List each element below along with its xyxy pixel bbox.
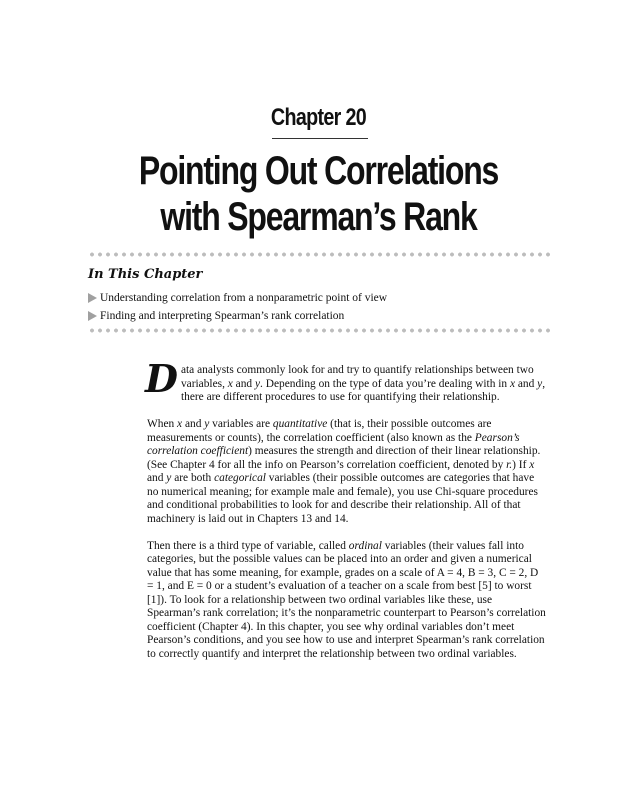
italic-term: y	[204, 418, 210, 430]
text-run: and	[147, 472, 167, 484]
italic-term: Pearson’s correlation coefficient	[147, 431, 520, 457]
dotted-divider-top	[88, 252, 554, 257]
italic-term: x	[227, 377, 233, 390]
triangle-bullet-icon	[88, 293, 97, 303]
text-run: ) measures the strength and direction of their linear relationship. (See Chapter 4 for all the info on Pearson’s correlation coefficient, denoted by	[147, 445, 541, 471]
list-item	[88, 289, 387, 307]
chapter-rule	[272, 138, 368, 139]
text-run: Then there is a third type of variable, called	[147, 539, 349, 552]
text-run: and	[232, 377, 255, 390]
italic-term: quantitative	[272, 418, 328, 430]
chapter-label: Chapter 20	[270, 104, 367, 131]
text-run: variables are	[209, 418, 273, 430]
triangle-bullet-icon	[88, 311, 97, 321]
drop-cap: D	[145, 356, 178, 401]
chapter-title-line-2: with Spearman’s Rank	[160, 195, 477, 239]
list-item	[88, 307, 387, 325]
text-run: variables (their possible outcomes are categories that have no numerical meaning; for example male and female), you use Chi-square procedures and conditional probabilities to look for and describe their relationship. All of that machinery is laid out in Chapters 13 and 14.	[147, 472, 538, 525]
italic-term: categorical	[214, 472, 266, 484]
text-run: variables (their values fall into categories, but the possible values can be placed into an order and given a numerical value that has some meaning, for example, grades on a scale of A = 4, B = 3, C = 2, D = 1, and E = 0 or a student’s evaluation of a teacher on a scale from best [5] to worst [1]). To look for a relationship between two ordinal variables like these, use Spearman’s rank correlation; it’s the nonparametric counterpart to Pearson’s correlation coefficient (Chapter 4). In this chapter, you see why ordinal variables don’t meet Pearson’s conditions, and you see how to use and interpret Spearman’s rank correlation to correctly quantify and interpret the relationship between two ordinal variables.	[147, 539, 546, 660]
list-item-text: Understanding correlation from a nonparametric point of view	[100, 292, 388, 304]
italic-term: x	[509, 377, 516, 390]
list-item-text: Finding and interpreting Spearman’s rank correlation	[100, 310, 345, 322]
text-run: and	[515, 377, 538, 390]
text-run: ata analysts commonly look for and try to quantify relationships between two variables,	[180, 364, 534, 390]
italic-term: y	[254, 377, 261, 390]
paragraph-3	[147, 540, 547, 662]
italic-term: y	[166, 472, 172, 484]
chapter-title-line-1: Pointing Out Correlations	[138, 149, 499, 193]
italic-term: x	[529, 458, 535, 471]
italic-term: x	[177, 418, 183, 430]
paragraph-2	[147, 418, 547, 526]
italic-term: r.	[506, 458, 513, 471]
text-run: are both	[171, 472, 215, 484]
text-run: ) If	[512, 458, 530, 471]
text-run: . Depending on the type of data you’re dealing with in	[260, 377, 510, 390]
text-run: , there are different procedures to use for quantifying their relationship.	[180, 377, 546, 403]
body-text	[145, 356, 547, 675]
chapter-title	[112, 148, 526, 240]
text-run: When	[147, 418, 178, 430]
text-run: (that is, their possible outcomes are measurements or counts), the correlation coefficient (also known as the	[147, 418, 492, 444]
dotted-divider-bottom	[88, 328, 554, 333]
in-this-chapter-list	[88, 289, 387, 325]
paragraph-1	[145, 356, 547, 405]
in-this-chapter-heading: In This Chapter	[88, 267, 203, 282]
text-run: and	[182, 418, 205, 430]
italic-term: y	[537, 377, 543, 390]
italic-term: ordinal	[348, 539, 382, 552]
